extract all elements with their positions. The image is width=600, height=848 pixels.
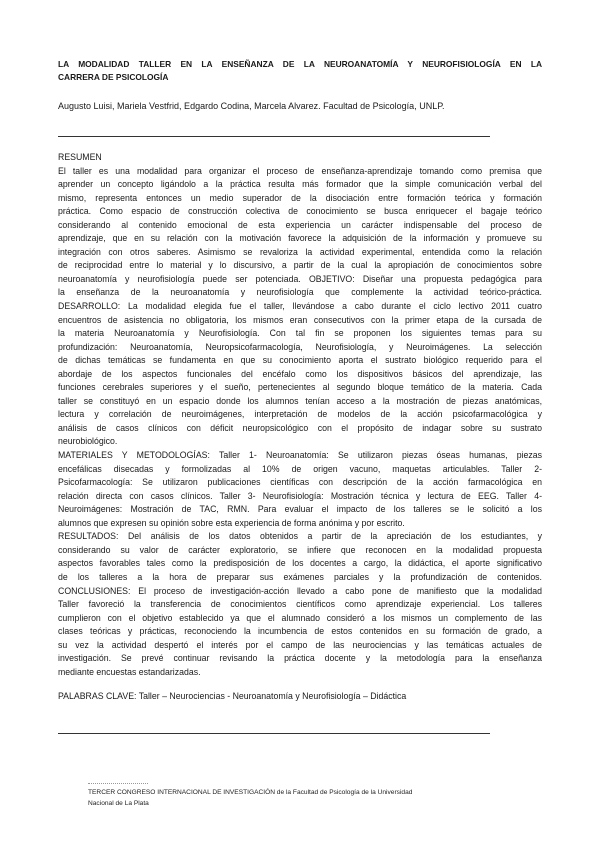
abstract-line: Psicofarmacología: Se utilizaron publicaciones científicas con descripción de la acción farmacológica en — [58, 477, 542, 488]
abstract-body — [58, 151, 542, 679]
abstract-line: neuroanatomía y neurofisiología puede ser potenciada. OBJETIVO: Diseñar una propuesta pedagógica para — [58, 273, 542, 284]
abstract-line: análisis de casos clínicos con déficit neuropsicológico con el propósito de indagar sobre su sustrato — [58, 422, 542, 433]
abstract-line: cumplieron con el objetivo establecido ya que el alumnado consideró a los mismos un complemento de las — [58, 612, 542, 623]
abstract-line: CONCLUSIONES: El proceso de investigación-acción llevado a cabo pone de manifiesto que la modalidad — [58, 585, 542, 596]
abstract-line: funciones cerebrales superiores y el sueño, pertenecientes al segundo bloque temático de la materia. Cada — [58, 382, 542, 393]
abstract-line: investigación. Se prevé continuar revisando la práctica docente y la metodología para la enseñanza — [58, 653, 542, 664]
footnote-line: TERCER CONGRESO INTERNACIONAL DE INVESTIGACIÓN de la Facultad de Psicología de la Universidad — [88, 789, 413, 796]
abstract-line: neurobiológico. — [58, 436, 118, 447]
abstract-line: El taller es una modalidad para organizar el proceso de enseñanza-aprendizaje tomando como premisa que — [58, 165, 542, 176]
abstract-line: aspectos favorables tales como la predisposición de los docentes a cargo, la didáctica, el aporte significativo — [58, 558, 542, 569]
title-line: CARRERA DE PSICOLOGÍA — [58, 72, 169, 82]
abstract-line: aprender un concepto ligándolo a la práctica resulta más formador que la simple comunicación verbal del — [58, 179, 542, 190]
keywords: PALABRAS CLAVE: Taller – Neurociencias - Neuroanatomía y Neurofisiología – Didáctica — [58, 691, 407, 701]
abstract-line: clases teóricas y prácticas, reconociendo la incumbencia de estos contenidos en su formación de grado, a — [58, 626, 542, 637]
abstract-line: de reciprocidad entre lo material y lo discursivo, a partir de la cual la apropiación de conocimientos sobre — [58, 260, 542, 271]
abstract-line: considerando al contenido emocional de esta experiencia un carácter indispensable del proceso de — [58, 219, 542, 230]
footnote — [88, 783, 412, 809]
abstract-line: Taller favoreció la transferencia de conocimientos científicos como aprendizaje experiencial. Los talleres — [58, 599, 542, 610]
abstract-line: MATERIALES Y METODOLOGÍAS: Taller 1- Neuroanatomía: Se utilizaron piezas óseas humanas, piezas — [58, 450, 542, 461]
abstract-line: su vez la actividad despertó el interés por el campo de las neurociencias y las temáticas actuales de — [58, 639, 542, 650]
abstract-line: aprendizaje, que en su relación con la motivación favorece la adquisición de la información y promueve su — [58, 233, 542, 244]
divider-bottom — [58, 733, 490, 734]
abstract-line: profundización: Neuroanatomía, Neuropsicofarmacología, Neurofisiología, y Neuroimágenes. La selección — [58, 341, 542, 352]
abstract-line: mismo, representa entonces un medio superador de la disociación entre formación teórica y formación — [58, 192, 542, 203]
abstract-line: relación directa con casos clínicos. Taller 3- Neurofisiología: Mostración técnica y lectura de EEG. Taller 4- — [58, 490, 542, 501]
footnote-separator — [88, 783, 148, 784]
abstract-line: encuentros de asistencia no obligatoria, los mismos eran consecutivos con la primer etapa de la cursada de — [58, 314, 542, 325]
abstract-line: RESULTADOS: Del análisis de los datos obtenidos a partir de la apreciación de los estudiantes, y — [58, 531, 542, 542]
footnote-line: Nacional de La Plata — [88, 800, 149, 807]
abstract-line: práctica. Como espacio de construcción colectiva de conocimiento se busca enriquecer el bagaje teórico — [58, 206, 542, 217]
abstract-line: mediante encuestas estandarizadas. — [58, 666, 201, 677]
authors-affiliation: Augusto Luisi, Mariela Vestfrid, Edgardo Codina, Marcela Alvarez. Facultad de Psicología, UNLP. — [58, 101, 445, 111]
section-heading: RESUMEN — [58, 152, 102, 162]
abstract-line: abordaje de los aspectos funcionales del encéfalo como los dispositivos básicos del aprendizaje, las — [58, 368, 542, 379]
abstract-line: de dichas temáticas se fundamenta en que su conocimiento aporta el sustrato biológico requerido para el — [58, 355, 542, 366]
abstract-line: integración con otros saberes. Asimismo se revaloriza la actividad experimental, entendida como la relación — [58, 246, 542, 257]
paper-title — [58, 58, 542, 84]
abstract-line: lectura y correlación de neuroimágenes, interpretación de modelos de la acción psicofarmacológica y — [58, 409, 542, 420]
abstract-line: considerando su valor de carácter exploratorio, se infiere que reconocen en la modalidad propuesta — [58, 544, 542, 555]
abstract-line: la enseñanza de la neuroanatomía y neurofisiología que complemente la actividad teórico-práctica. — [58, 287, 542, 298]
abstract-line: la materia Neuroanatomía y Neurofisiología. Con tal fin se proponen los siguientes temas para su — [58, 328, 542, 339]
abstract-line: de los talleres a la hora de preparar sus exámenes parciales y la profundización de contenidos. — [58, 571, 542, 582]
abstract-line: encefálicas disecadas y formolizadas al 10% de origen vacuno, maquetas articulables. Taller 2- — [58, 463, 542, 474]
abstract-line: taller se constituyó en un espacio donde los alumnos tenían acceso a la mostración de piezas anatómicas, — [58, 395, 542, 406]
abstract-line: alumnos que expresen su opinión sobre esta experiencia de forma anónima y por escrito. — [58, 517, 405, 528]
title-line: LA MODALIDAD TALLER EN LA ENSEÑANZA DE LA NEUROANATOMÍA Y NEUROFISIOLOGÍA EN LA — [58, 59, 542, 69]
abstract-line: Neuroimágenes: Mostración de TAC, RMN. Para evaluar el impacto de los talleres se le solicitó a los — [58, 504, 542, 515]
divider-top — [58, 136, 490, 137]
abstract-line: DESARROLLO: La modalidad elegida fue el taller, llevándose a cabo durante el ciclo lectivo 2011 cuatro — [58, 301, 542, 312]
